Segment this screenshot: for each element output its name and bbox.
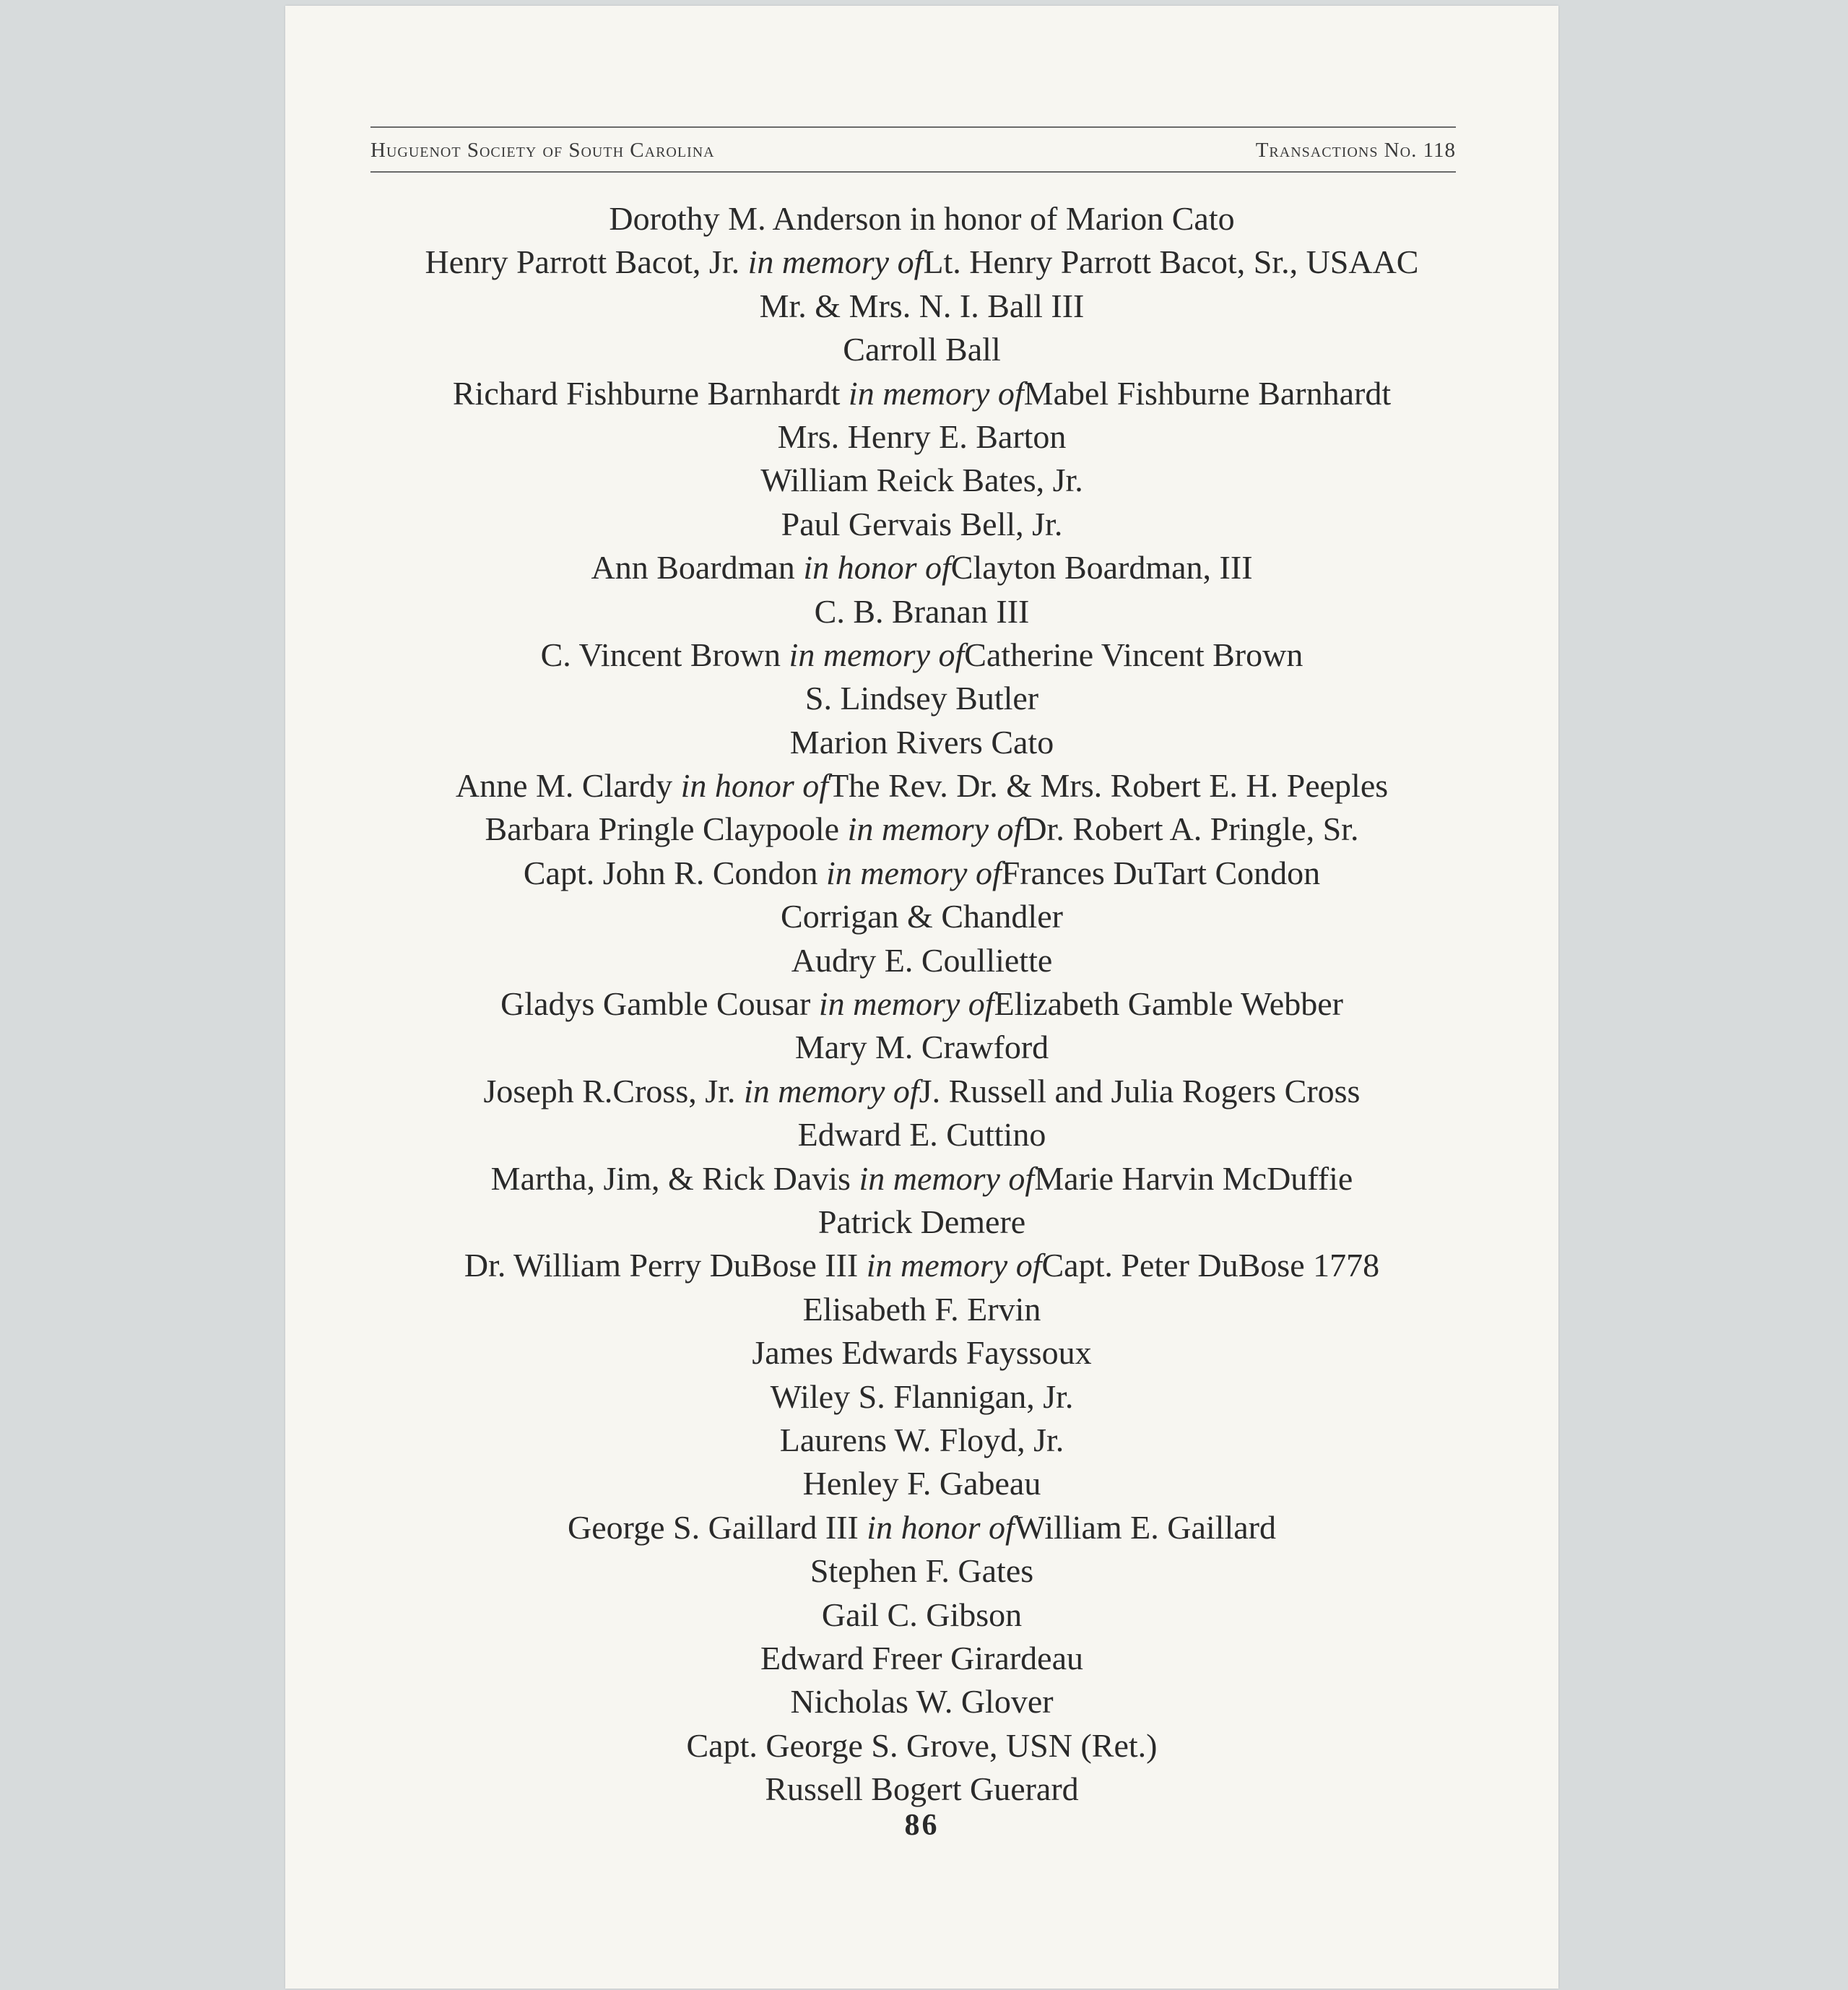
donor-entry <box>285 459 1558 502</box>
donor-entry <box>285 590 1558 633</box>
donor-entry <box>285 852 1558 895</box>
donor-name: S. Lindsey Butler <box>804 680 1039 717</box>
donor-name: Joseph R.Cross, Jr. <box>483 1072 744 1109</box>
donor-entry <box>285 808 1558 851</box>
dedication-phrase: in honor of <box>803 549 951 587</box>
dedication-phrase: in memory of <box>848 374 1024 412</box>
donor-entry <box>285 1026 1558 1069</box>
donor-name: James Edwards Fayssoux <box>752 1334 1092 1372</box>
dedication-phrase: in memory of <box>789 636 965 673</box>
donor-name: Patrick Demere <box>817 1203 1026 1240</box>
donor-name: Gail C. Gibson <box>821 1596 1023 1633</box>
donor-name: Richard Fishburne Barnhardt <box>452 374 849 412</box>
donor-entry <box>285 197 1558 241</box>
honoree-name: Catherine Vincent Brown <box>964 636 1303 673</box>
donor-entry <box>285 372 1558 415</box>
donor-entry <box>285 546 1558 589</box>
donor-name: Stephen F. Gates <box>810 1552 1034 1590</box>
donor-name: Carroll Ball <box>843 331 1001 368</box>
donor-name: Ann Boardman <box>591 549 804 587</box>
donor-entry <box>285 1419 1558 1462</box>
donor-list <box>285 197 1558 1811</box>
donor-entry <box>285 328 1558 371</box>
honoree-name: William E. Gaillard <box>1014 1508 1276 1546</box>
donor-entry <box>285 1244 1558 1287</box>
dedication-phrase: in honor of <box>867 1508 1015 1546</box>
donor-name: C. B. Branan III <box>814 592 1030 630</box>
dedication-phrase: in memory of <box>859 1159 1035 1197</box>
donor-entry <box>285 1680 1558 1723</box>
donor-name: C. Vincent Brown <box>540 636 789 673</box>
donor-name: Gladys Gamble Cousar <box>500 985 819 1023</box>
donor-name: Mr. & Mrs. N. I. Ball III <box>759 287 1085 324</box>
honoree-name: Elizabeth Gamble Webber <box>994 985 1343 1023</box>
donor-entry <box>285 1070 1558 1113</box>
donor-name: Nicholas W. Glover <box>790 1683 1054 1721</box>
dedication-phrase: in memory of <box>866 1247 1042 1284</box>
honoree-name: Capt. Peter DuBose 1778 <box>1041 1247 1380 1284</box>
honoree-name: J. Russell and Julia Rogers Cross <box>919 1072 1361 1109</box>
donor-name: George S. Gaillard III <box>568 1508 867 1546</box>
running-header <box>370 126 1456 173</box>
honoree-name: Marie Harvin McDuffie <box>1034 1159 1353 1197</box>
donor-entry <box>285 415 1558 459</box>
donor-name: Capt. John R. Condon <box>523 854 827 891</box>
donor-name: Edward E. Cuttino <box>797 1116 1046 1154</box>
document-page <box>285 6 1558 1989</box>
donor-entry <box>285 1462 1558 1505</box>
donor-name: Edward Freer Girardeau <box>760 1639 1083 1677</box>
honoree-name: Frances DuTart Condon <box>1001 854 1321 891</box>
donor-name: Wiley S. Flannigan, Jr. <box>770 1377 1074 1415</box>
donor-name: Barbara Pringle Claypoole <box>485 810 848 848</box>
dedication-phrase: in memory of <box>747 243 924 281</box>
donor-name: William Reick Bates, Jr. <box>760 462 1083 499</box>
donor-entry <box>285 1549 1558 1593</box>
donor-entry <box>285 1724 1558 1768</box>
donor-entry <box>285 1375 1558 1419</box>
donor-entry <box>285 633 1558 677</box>
donor-name: Mary M. Crawford <box>794 1029 1049 1066</box>
donor-entry <box>285 982 1558 1026</box>
donor-entry <box>285 939 1558 982</box>
header-society-name: Huguenot Society of South Carolina <box>370 139 715 162</box>
donor-entry <box>285 1331 1558 1375</box>
donor-entry <box>285 1113 1558 1156</box>
dedication-phrase: in memory of <box>743 1072 919 1109</box>
donor-name: Dr. William Perry DuBose III <box>464 1247 867 1284</box>
honoree-name: Lt. Henry Parrott Bacot, Sr., USAAC <box>923 243 1419 281</box>
dedication-phrase: in memory of <box>826 854 1002 891</box>
donor-entry <box>285 1506 1558 1549</box>
dedication-phrase: in memory of <box>847 810 1023 848</box>
dedication-phrase: in honor of <box>680 767 829 805</box>
donor-name: Paul Gervais Bell, Jr. <box>781 505 1063 542</box>
donor-name: Elisabeth F. Ervin <box>802 1290 1041 1328</box>
dedication-phrase: in memory of <box>818 985 994 1023</box>
donor-entry <box>285 1768 1558 1811</box>
donor-entry <box>285 895 1558 938</box>
donor-entry <box>285 503 1558 546</box>
donor-name: Henley F. Gabeau <box>802 1465 1041 1502</box>
header-transactions-number: Transactions No. 118 <box>1255 139 1456 162</box>
donor-name: Russell Bogert Guerard <box>765 1770 1079 1808</box>
donor-name: Dorothy M. Anderson in honor of Marion Cato <box>609 200 1235 237</box>
donor-entry <box>285 677 1558 720</box>
donor-entry <box>285 1288 1558 1331</box>
donor-name: Capt. George S. Grove, USN (Ret.) <box>686 1726 1158 1764</box>
donor-entry <box>285 1593 1558 1637</box>
donor-entry <box>285 1201 1558 1244</box>
honoree-name: The Rev. Dr. & Mrs. Robert E. H. Peeples <box>828 767 1389 805</box>
donor-entry <box>285 764 1558 808</box>
donor-name: Corrigan & Chandler <box>781 898 1063 935</box>
donor-name: Mrs. Henry E. Barton <box>777 418 1067 455</box>
donor-name: Laurens W. Floyd, Jr. <box>779 1421 1064 1458</box>
donor-name: Marion Rivers Cato <box>789 723 1054 761</box>
donor-entry <box>285 1637 1558 1680</box>
donor-name: Anne M. Clardy <box>455 767 681 805</box>
donor-name: Audry E. Coulliette <box>791 941 1053 979</box>
donor-entry <box>285 721 1558 764</box>
donor-entry <box>285 241 1558 284</box>
honoree-name: Clayton Boardman, III <box>950 549 1253 587</box>
donor-name: Henry Parrott Bacot, Jr. <box>425 243 748 281</box>
page-number: 86 <box>904 1809 940 1842</box>
donor-name: Martha, Jim, & Rick Davis <box>490 1159 859 1197</box>
honoree-name: Dr. Robert A. Pringle, Sr. <box>1023 810 1359 848</box>
donor-entry <box>285 1157 1558 1201</box>
honoree-name: Mabel Fishburne Barnhardt <box>1023 374 1392 412</box>
donor-entry <box>285 285 1558 328</box>
